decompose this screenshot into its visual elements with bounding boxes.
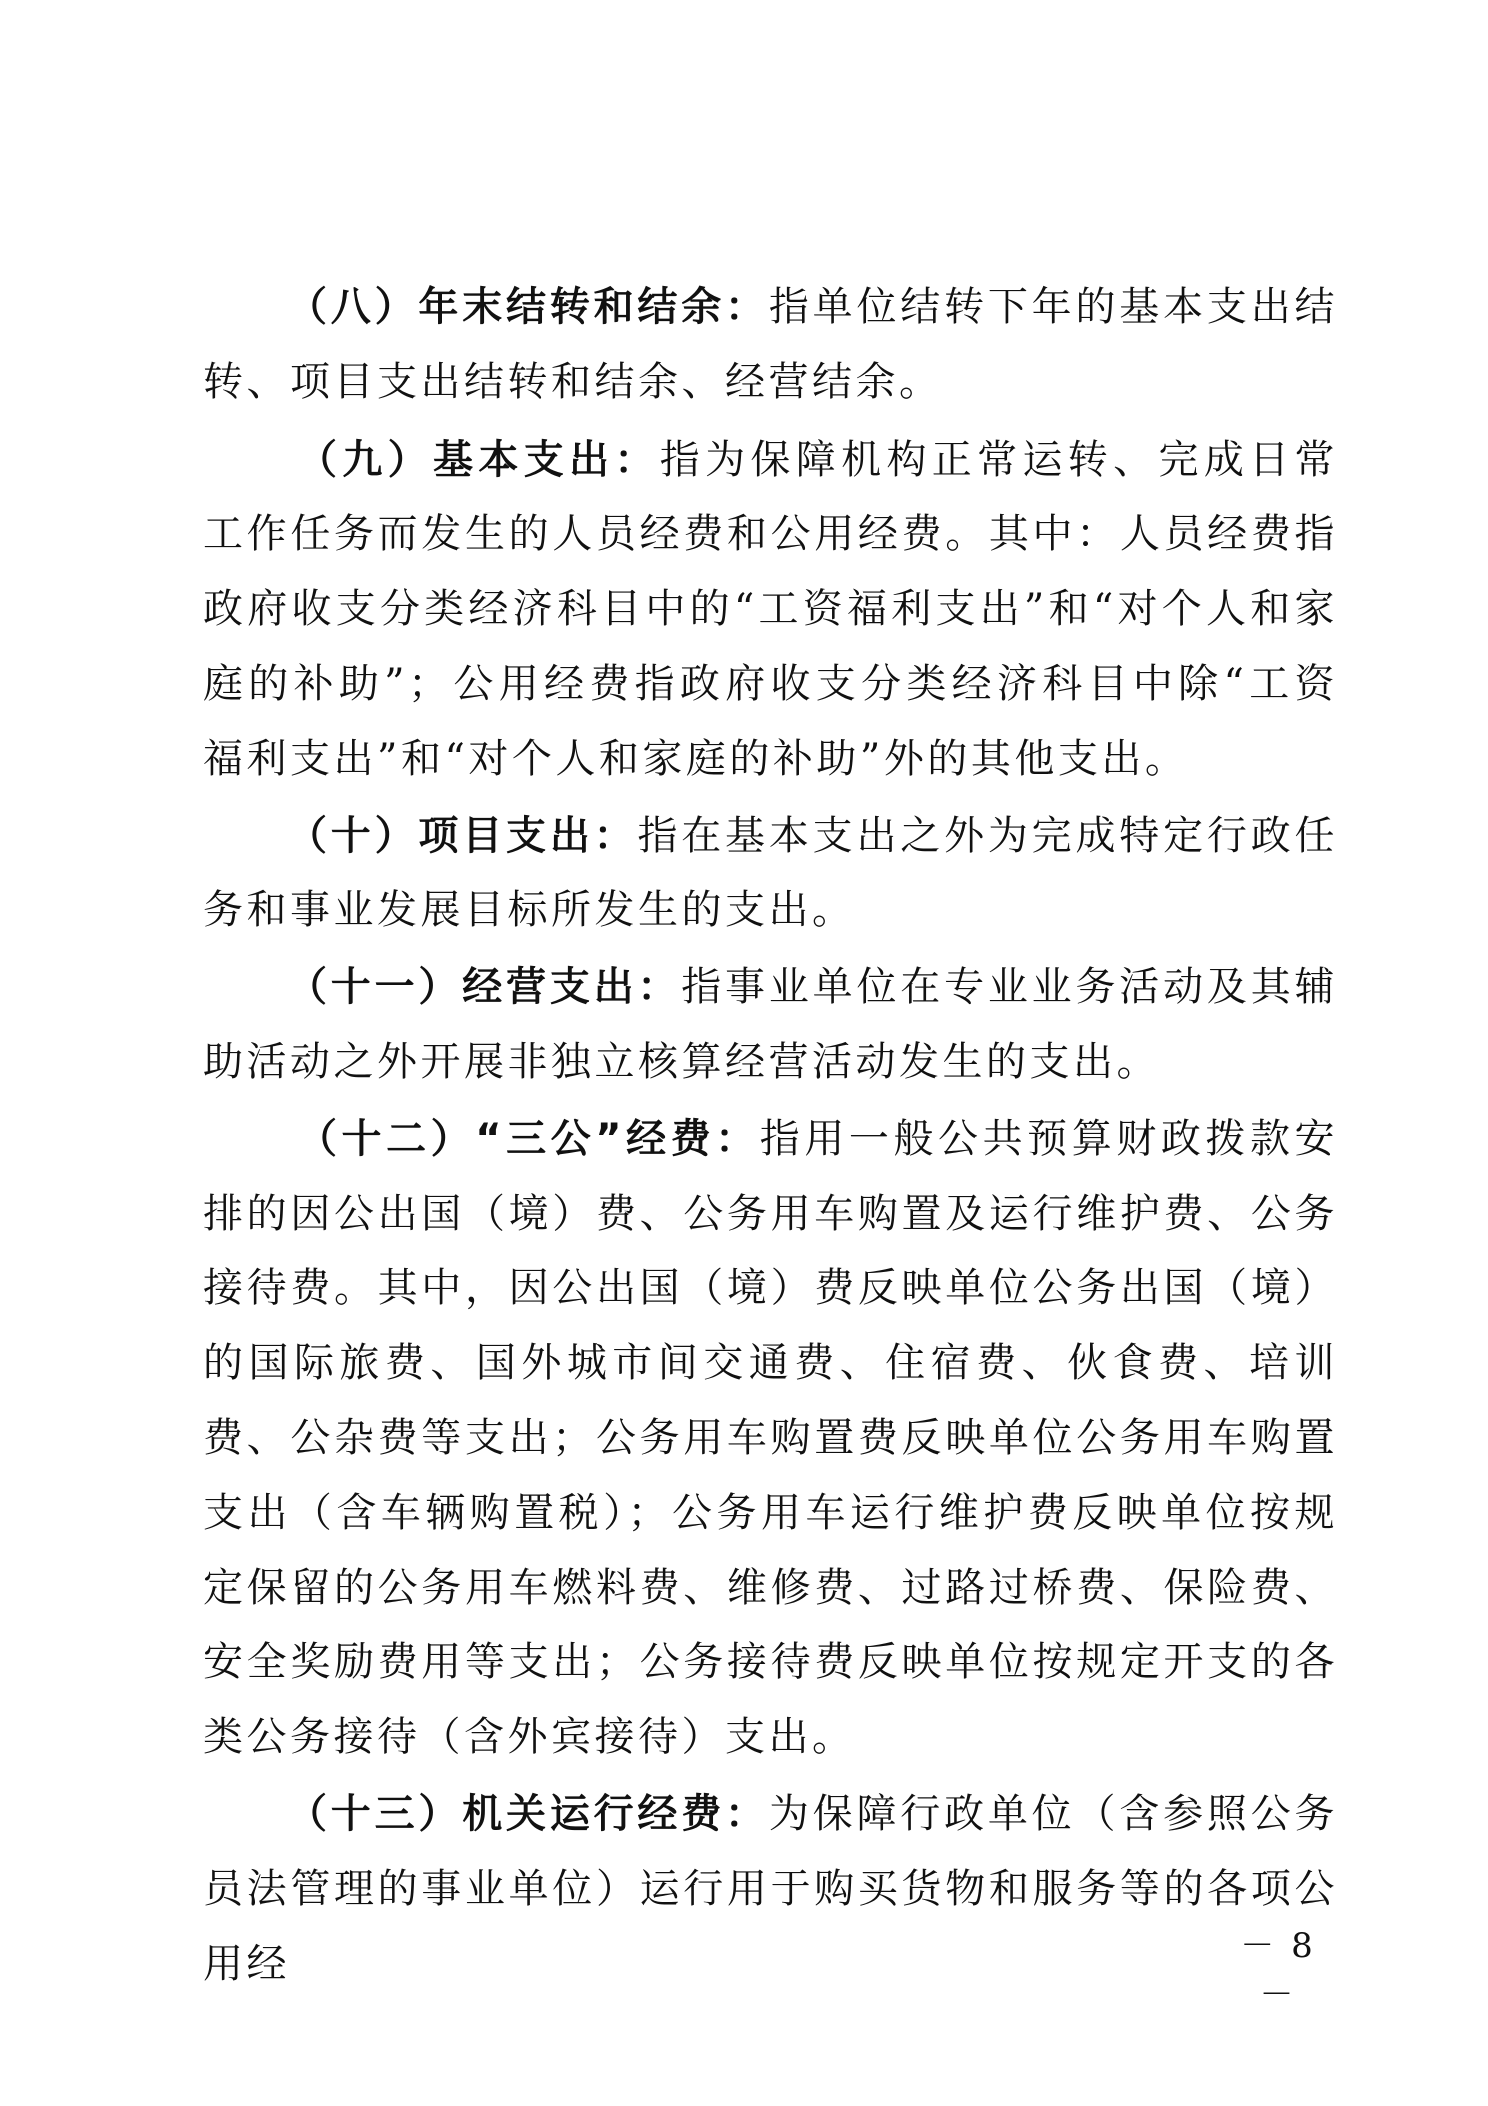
page-number: － 8 － [1240, 1926, 1316, 2015]
paragraph-basic-expenditure [203, 423, 1338, 797]
paragraph-text: 指单位结转下年的基本支出结转、项目支出结转和结余、经营结余。 [203, 284, 1339, 405]
paragraph-operating-expenditure [203, 950, 1338, 1100]
paragraph-heading: （九）基本支出： [297, 436, 660, 483]
paragraph-text: 指在基本支出之外为完成特定行政任务和事业发展目标所发生的支出。 [203, 812, 1339, 934]
paragraph-text: 指为保障机构正常运转、完成日常工作任务而发生的人员经费和公用经费。其中：人员经费指政府收支分类经济科目中的“工资福利支出”和“对个人和家庭的补助”；公用经费指政府收支分类经济科目中除“工资福利支出”和“对个人和家庭的补助”外的其他支出。 [203, 436, 1339, 782]
paragraph-text: 指用一般公共预算财政拨款安排的因公出国（境）费、公务用车购置及运行维护费、公务接待费。其中，因公出国（境）费反映单位公务出国（境）的国际旅费、国外城市间交通费、住宿费、伙食费、培训费、公杂费等支出；公务用车购置费反映单位公务用车购置支出（含车辆购置税）；公务用车运行维护费反映单位按规定保留的公务用车燃料费、维修费、过路过桥费、保险费、安全奖励费用等支出；公务接待费反映单位按规定开支的各类公务接待（含外宾接待）支出。 [203, 1115, 1339, 1761]
paragraph-heading: （十三）机关运行经费： [287, 1790, 769, 1837]
paragraph-heading: （十二）“三公”经费： [297, 1115, 760, 1162]
paragraph-heading: （十一）经营支出： [287, 964, 682, 1011]
paragraph-heading: （八）年末结转和结余： [287, 284, 769, 330]
paragraph-text: 为保障行政单位（含参照公务员法管理的事业单位）运行用于购买货物和服务等的各项公用经 [203, 1790, 1339, 1987]
paragraph-year-end-carryover [203, 270, 1338, 420]
paragraph-three-public-expenses [203, 1102, 1338, 1775]
paragraph-text: 指事业单位在专业业务活动及其辅助活动之外开展非独立核算经营活动发生的支出。 [203, 964, 1339, 1085]
paragraph-agency-operating-expenses [203, 1777, 1338, 2001]
paragraph-heading: （十）项目支出： [287, 812, 638, 859]
document-body [203, 270, 1338, 2001]
paragraph-project-expenditure [203, 799, 1338, 949]
